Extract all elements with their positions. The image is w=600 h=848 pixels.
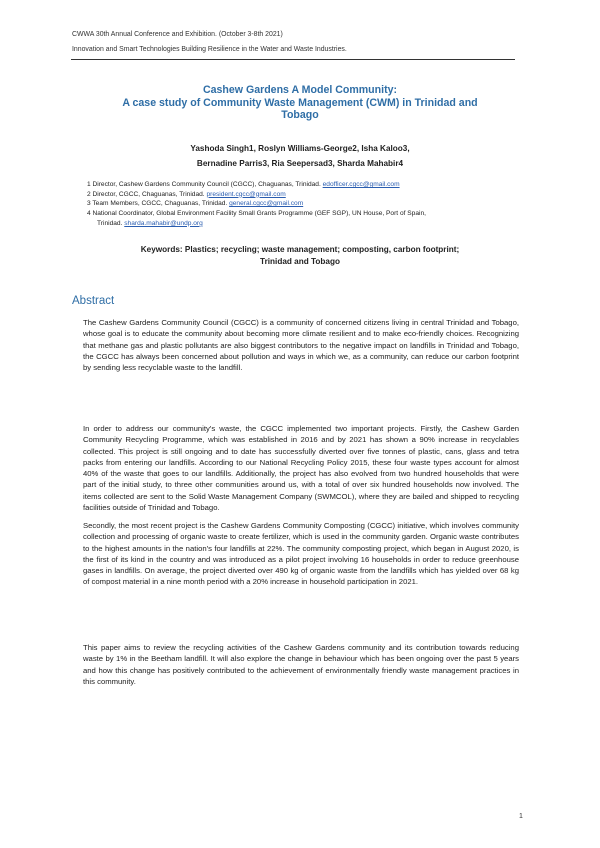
conference-line: CWWA 30th Annual Conference and Exhibition. (October 3-8th 2021) bbox=[72, 31, 283, 38]
abstract-paragraph-3: Secondly, the most recent project is the Cashew Gardens Community Composting (CGCC) initiative, which involves community collection and processing of organic waste to create fertilizer, which is used in the community garden. Organic waste contributes to the highest amounts in the nation's four landfills at 22%. The community composting project, which began in August 2020, is the first of its kind in the country and was introduced as a pilot project involving 16 households in order to reduce greenhouse gases in landfills. On average, the project diverted over 490 kg of organic waste from the landfills which has yielded over 68 kg of compost material in a nine month period with a 20% increase in household participation in 2021. bbox=[83, 521, 519, 587]
affiliation-4 bbox=[87, 209, 527, 219]
authors-line-2: Bernadine Parris3, Ria Seepersad3, Sharda Mahabir4 bbox=[196, 158, 404, 168]
keywords-line-1: Keywords: Plastics; recycling; waste management; composting, carbon footprint; bbox=[140, 245, 460, 254]
abstract-paragraph-4: This paper aims to review the recycling activities of the Cashew Gardens community and its contribution towards reducing waste by 1% in the Beetham landfill. It will also explore the change in behaviour which has been ongoing over the past 5 years and how this change has positively contributed to the achievement of environmentally friendly waste management practices in this community. bbox=[83, 643, 519, 686]
abstract-paragraph-2: In order to address our community's waste, the CGCC implemented two important projects. Firstly, the Cashew Garden Community Recycling Programme, which was established in 2016 and by 2021 has shown a 90% increase in recyclables collected. This project is still ongoing and to date has successfully diverted over five tonnes of plastic, cans, glass and tetra packs from entering our landfills. According to our National Recycling Policy 2015, these four waste types account for almost 40% of the waste that goes to our landfills. Additionally, the project has also evolved from two hundred households that were part of the initial study, to three other communities around us, with a total of over six hundred households now involved. The items collected are sent to the Solid Waste Management Company (SWMCOL), where they are bailed and shipped to recycling facilities outside of Trinidad and Tobago. bbox=[83, 424, 519, 513]
page-number: 1 bbox=[519, 813, 523, 820]
author-list bbox=[72, 142, 528, 171]
affiliations bbox=[87, 180, 527, 229]
email-link[interactable]: general.cgcc@gmail.com bbox=[229, 200, 304, 208]
affiliation-text: 1 Director, Cashew Gardens Community Council (CGCC), Chaguanas, Trinidad. bbox=[87, 181, 323, 188]
running-header bbox=[72, 27, 532, 57]
affiliation-3 bbox=[87, 199, 527, 209]
header-divider bbox=[71, 59, 515, 60]
conference-theme-line: Innovation and Smart Technologies Building Resilience in the Water and Waste Industries. bbox=[72, 46, 347, 53]
keywords-line-2: Trinidad and Tobago bbox=[260, 257, 340, 266]
affiliation-text: 2 Director, CGCC, Chaguanas, Trinidad. bbox=[87, 190, 207, 198]
affiliation-4-continued bbox=[87, 219, 527, 229]
affiliation-1 bbox=[87, 180, 527, 190]
abstract-heading: Abstract bbox=[72, 295, 115, 307]
affiliation-text: Trinidad. bbox=[97, 219, 125, 227]
paper-title bbox=[72, 84, 528, 122]
email-link[interactable]: edofficer.cgcc@gmail.com bbox=[322, 181, 400, 188]
authors-line-1: Yashoda Singh1, Roslyn Williams-George2, Isha Kaloo3, bbox=[190, 144, 410, 153]
email-link[interactable]: president.cgcc@gmail.com bbox=[206, 190, 286, 198]
affiliation-text: 4 National Coordinator, Global Environment Facility Small Grants Programme (GEF SGP), UN House, Port of Spain, bbox=[87, 210, 426, 218]
abstract-paragraph-1: The Cashew Gardens Community Council (CGCC) is a community of concerned citizens living in central Trinidad and Tobago, whose goal is to educate the community about becoming more climate resilient and to make eco-friendly choices. Recognizing that methane gas and plastic pollutants are also biggest contributors to the negative impact on landfills in Trinidad and Tobago, the CGCC has always been concerned about pollution and ways in which we, as a community, can reduce our carbon footprint by sending less recyclable waste to the landfill. bbox=[83, 318, 519, 373]
title-line-3: Tobago bbox=[281, 109, 319, 122]
title-line-1: Cashew Gardens A Model Community: bbox=[202, 84, 398, 96]
keywords bbox=[72, 244, 528, 268]
affiliation-2 bbox=[87, 190, 527, 200]
affiliation-text: 3 Team Members, CGCC, Chaguanas, Trinidad. bbox=[87, 200, 230, 208]
title-line-2: A case study of Community Waste Management (CWM) in Trinidad and bbox=[122, 96, 478, 109]
email-link[interactable]: sharda.mahabir@undp.org bbox=[124, 219, 203, 227]
